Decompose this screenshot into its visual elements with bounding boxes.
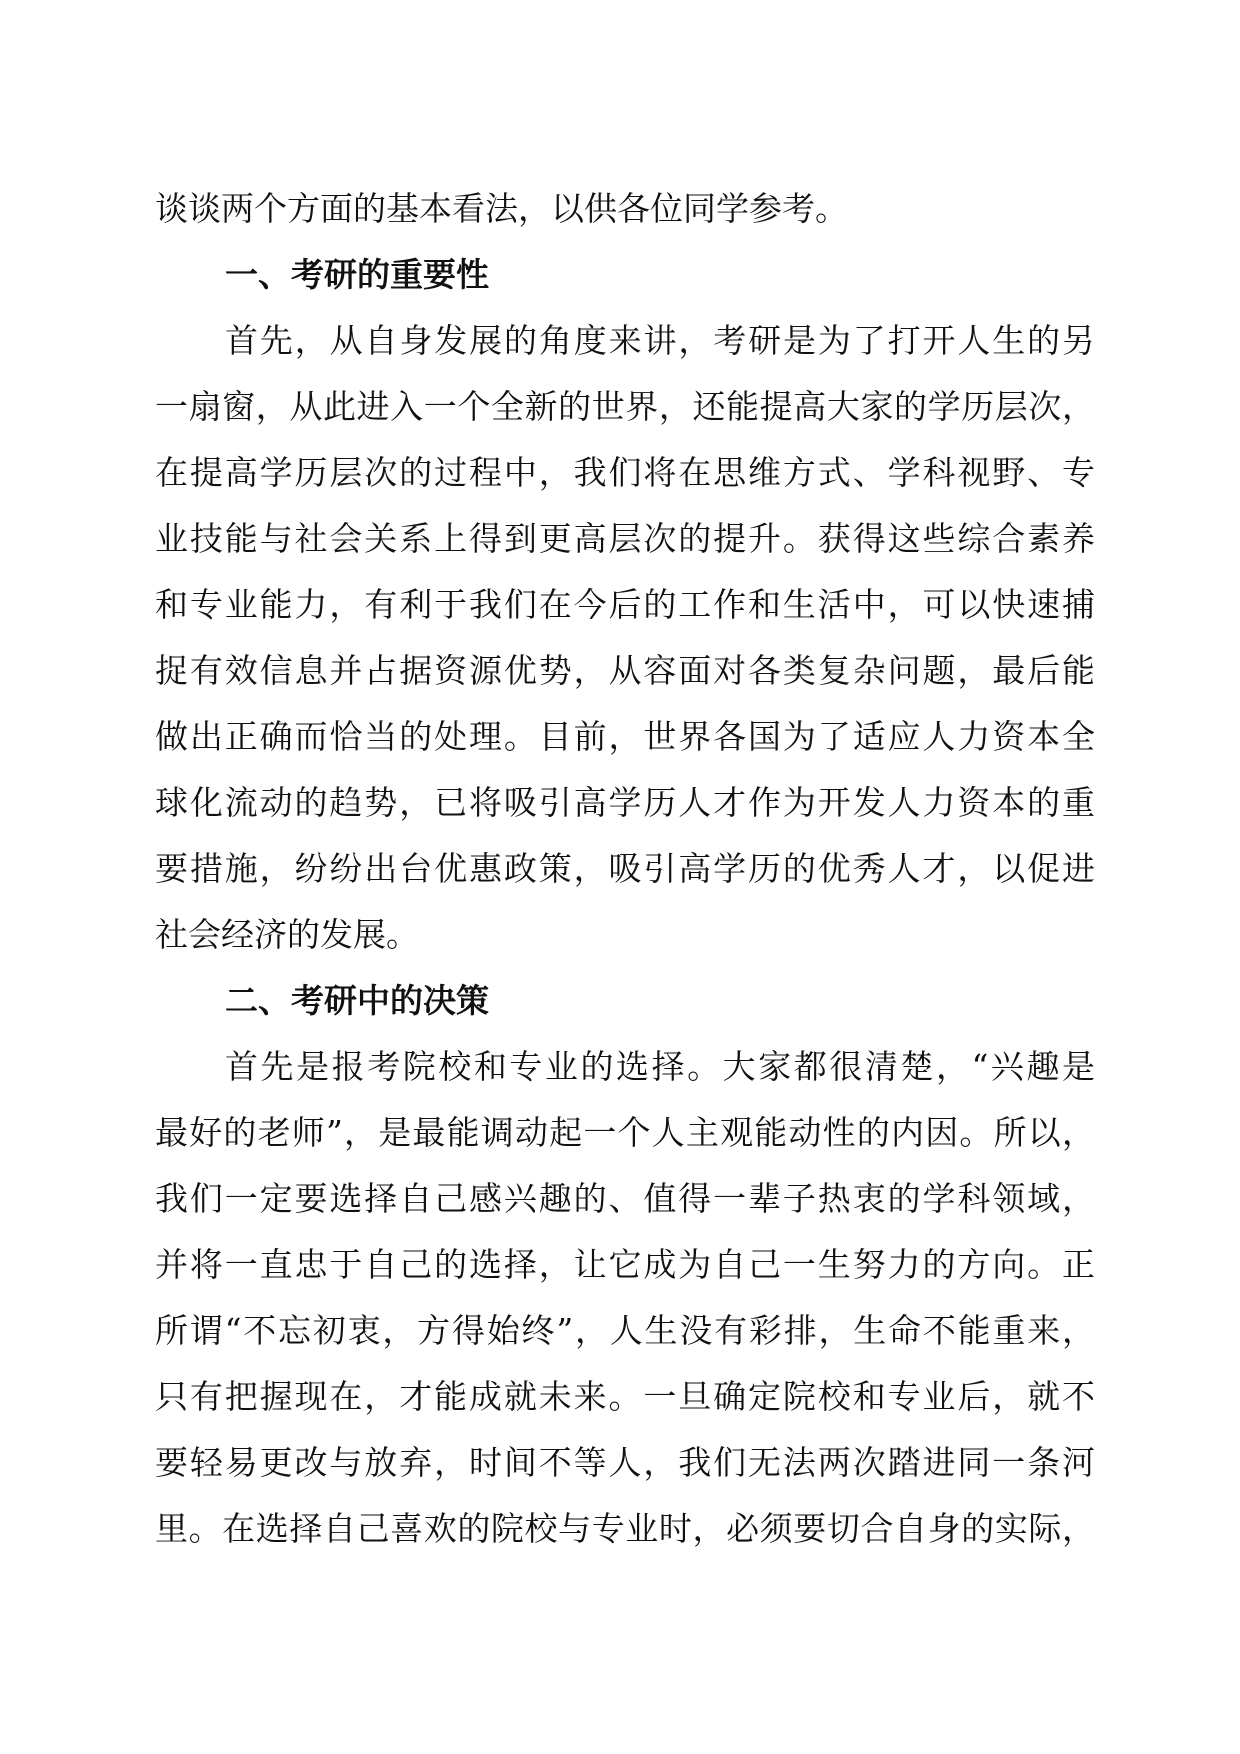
paragraph-line: 做出正确而恰当的处理。目前，世界各国为了适应人力资本全 <box>155 717 1095 756</box>
paragraph-line: 要措施，纷纷出台优惠政策，吸引高学历的优秀人才，以促进 <box>155 849 1095 888</box>
paragraph-line: 一扇窗，从此进入一个全新的世界，还能提高大家的学历层次， <box>155 387 1095 426</box>
paragraph-line: 里。在选择自己喜欢的院校与专业时，必须要切合自身的实际， <box>155 1509 1095 1548</box>
paragraph-line: 谈谈两个方面的基本看法，以供各位同学参考。 <box>155 189 848 228</box>
paragraph-line: 最好的老师”，是最能调动起一个人主观能动性的内因。所以， <box>155 1113 1095 1152</box>
paragraph-line: 只有把握现在，才能成就未来。一旦确定院校和专业后，就不 <box>155 1377 1095 1416</box>
paragraph-line: 并将一直忠于自己的选择，让它成为自己一生努力的方向。正 <box>155 1245 1095 1284</box>
paragraph-line: 首先是报考院校和专业的选择。大家都很清楚，“兴趣是 <box>225 1047 1095 1086</box>
paragraph-line: 捉有效信息并占据资源优势，从容面对各类复杂问题，最后能 <box>155 651 1095 690</box>
paragraph-line: 要轻易更改与放弃，时间不等人，我们无法两次踏进同一条河 <box>155 1443 1095 1482</box>
paragraph-line: 所谓“不忘初衷，方得始终”，人生没有彩排，生命不能重来， <box>155 1311 1095 1350</box>
paragraph-line: 我们一定要选择自己感兴趣的、值得一辈子热衷的学科领域， <box>155 1179 1095 1218</box>
paragraph-line: 在提高学历层次的过程中，我们将在思维方式、学科视野、专 <box>155 453 1095 492</box>
paragraph-line: 业技能与社会关系上得到更高层次的提升。获得这些综合素养 <box>155 519 1095 558</box>
paragraph-line: 首先，从自身发展的角度来讲，考研是为了打开人生的另 <box>225 321 1095 360</box>
paragraph-line: 和专业能力，有利于我们在今后的工作和生活中，可以快速捕 <box>155 585 1095 624</box>
paragraph-line: 球化流动的趋势，已将吸引高学历人才作为开发人力资本的重 <box>155 783 1095 822</box>
section-heading-importance: 一、考研的重要性 <box>225 255 489 294</box>
paragraph-line: 社会经济的发展。 <box>155 915 419 954</box>
section-heading-decisions: 二、考研中的决策 <box>225 981 489 1020</box>
